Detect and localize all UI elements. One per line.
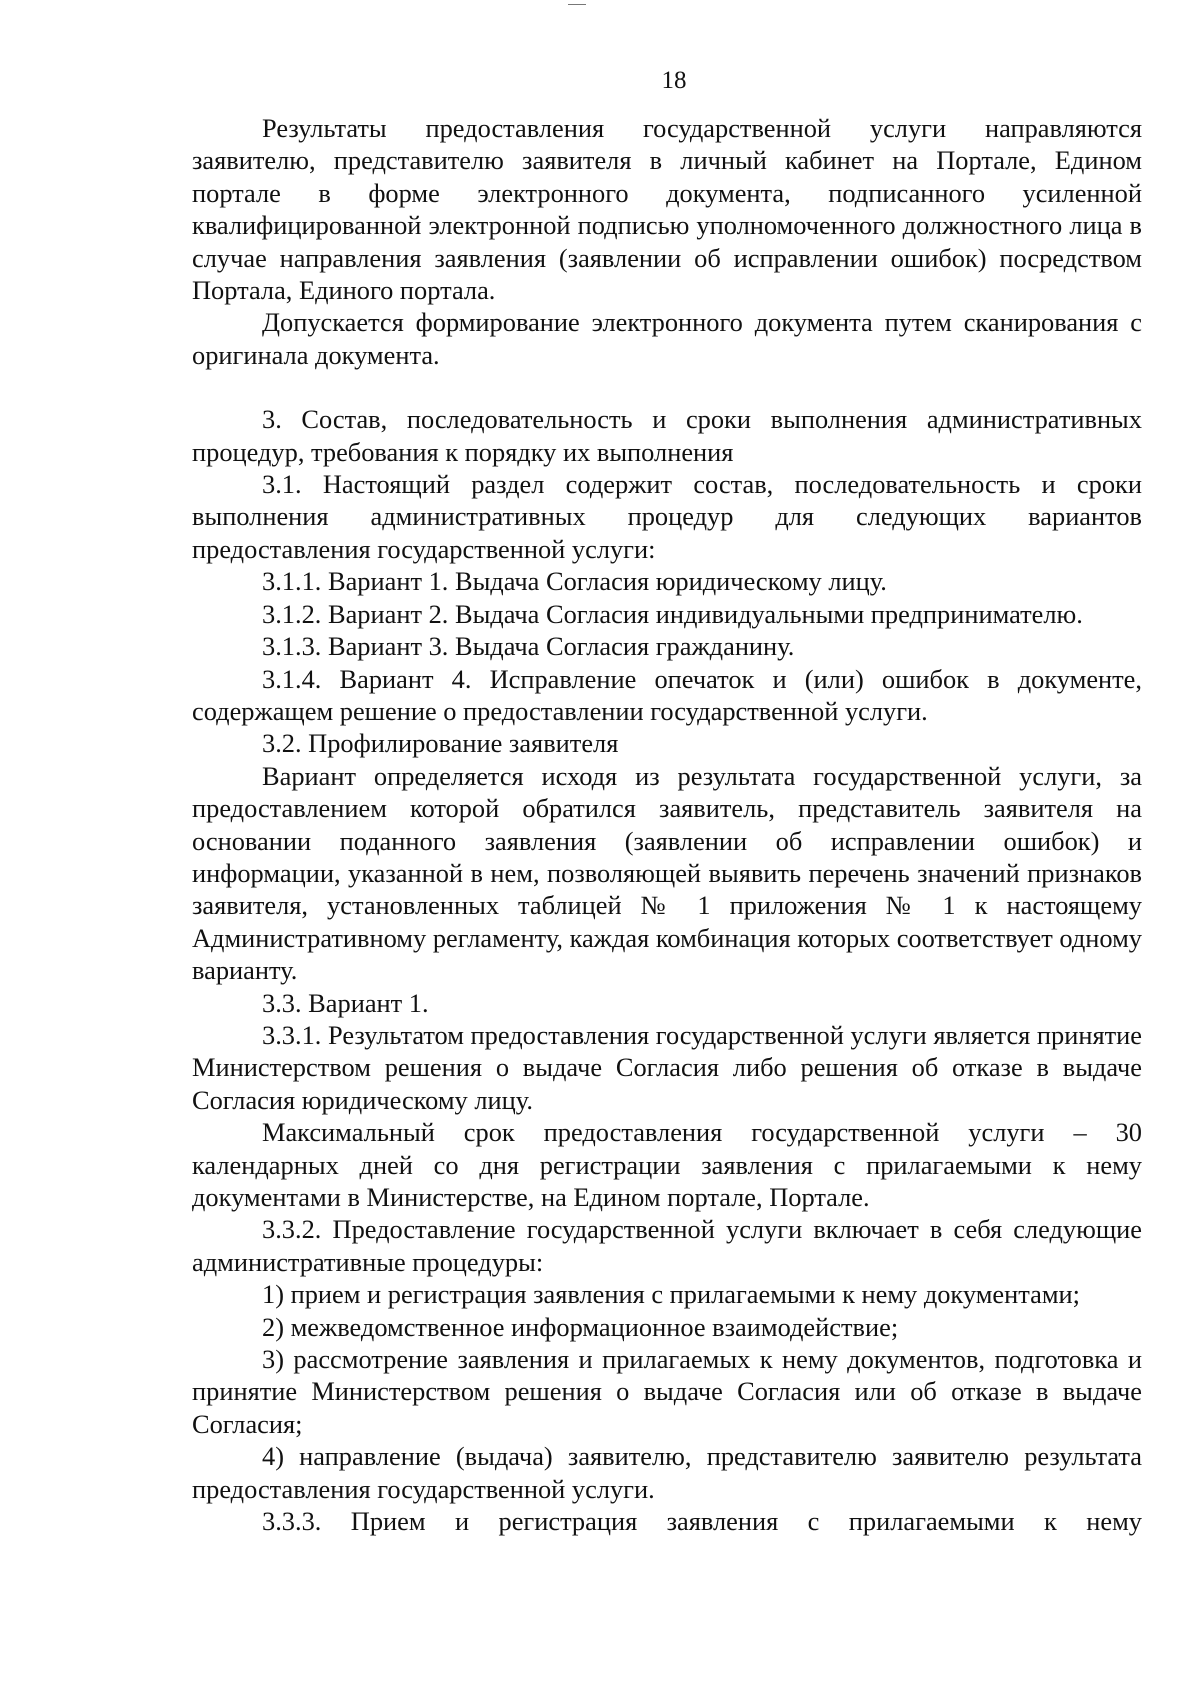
paragraph-scanning-allowed: Допускается формирование электронного документа путем сканирования с оригинала документа.: [192, 307, 1142, 370]
paragraph-3-3-1: 3.3.1. Результатом предоставления государственной услуги является принятие Министерством решения о выдаче Согласия либо решения об отказе в выдаче Согласия юридическому лицу.: [192, 1019, 1142, 1115]
paragraph-3-1-4: 3.1.4. Вариант 4. Исправление опечаток и (или) ошибок в документе, содержащем решение о предоставлении государственной услуги.: [192, 663, 1142, 726]
paragraph-3-1-3: 3.1.3. Вариант 3. Выдача Согласия гражданину.: [262, 631, 795, 662]
paragraph-results-delivery: Результаты предоставления государственной услуги направляются заявителю, представителю заявителя в личный кабинет на Портале, Едином портале в форме электронного документа, подписанного усиленной квалифицированной электронной подписью уполномоченного должностного лица в случае направления заявления (заявлении об исправлении ошибок) посредством Портала, Единого портала.: [192, 113, 1142, 306]
list-item-3: 3) рассмотрение заявления и прилагаемых к нему документов, подготовка и принятие Министерством решения о выдаче Согласия или об отказе в выдаче Согласия;: [192, 1344, 1142, 1439]
page-number: 18: [661, 67, 687, 94]
list-item-4: 4) направление (выдача) заявителю, представителю заявителю результата предоставления государственной услуги.: [192, 1441, 1142, 1504]
paragraph-3-2: 3.2. Профилирование заявителя: [262, 728, 619, 759]
paragraph-3-3-2: 3.3.2. Предоставление государственной услуги включает в себя следующие административные процедуры:: [192, 1214, 1142, 1277]
paragraph-variant-determination: Вариант определяется исходя из результата государственной услуги, за предоставлением которой обратился заявитель, представитель заявителя на основании поданного заявления (заявлении об исправлении ошибок) и информации, указанной в нем, позволяющей выявить перечень значений признаков заявителя, установленных таблицей № 1 приложения № 1 к настоящему Административному регламенту, каждая комбинация которых соответствует одному варианту.: [192, 760, 1142, 986]
list-item-2: 2) межведомственное информационное взаимодействие;: [262, 1311, 899, 1342]
section-gap: [192, 371, 1142, 403]
paragraph-max-term: Максимальный срок предоставления государственной услуги – 30 календарных дней со дня регистрации заявления с прилагаемыми к нему документами в Министерстве, на Едином портале, Портале.: [192, 1117, 1142, 1212]
section-heading-3: 3. Состав, последовательность и сроки выполнения административных процедур, требования к порядку их выполнения: [192, 404, 1142, 467]
scan-artifact: [568, 0, 586, 5]
paragraph-3-1: 3.1. Настоящий раздел содержит состав, последовательность и сроки выполнения административных процедур для следующих вариантов предоставления государственной услуги:: [192, 469, 1142, 564]
list-item-1: 1) прием и регистрация заявления с прилагаемыми к нему документами;: [262, 1279, 1080, 1310]
paragraph-3-1-2: 3.1.2. Вариант 2. Выдача Согласия индивидуальными предпринимателю.: [262, 598, 1083, 629]
paragraph-3-1-1: 3.1.1. Вариант 1. Выдача Согласия юридическому лицу.: [262, 566, 887, 597]
paragraph-3-3: 3.3. Вариант 1.: [262, 987, 429, 1018]
paragraph-3-3-3: 3.3.3. Прием и регистрация заявления с прилагаемыми к нему: [262, 1506, 1142, 1537]
document-body: [192, 112, 1142, 1537]
